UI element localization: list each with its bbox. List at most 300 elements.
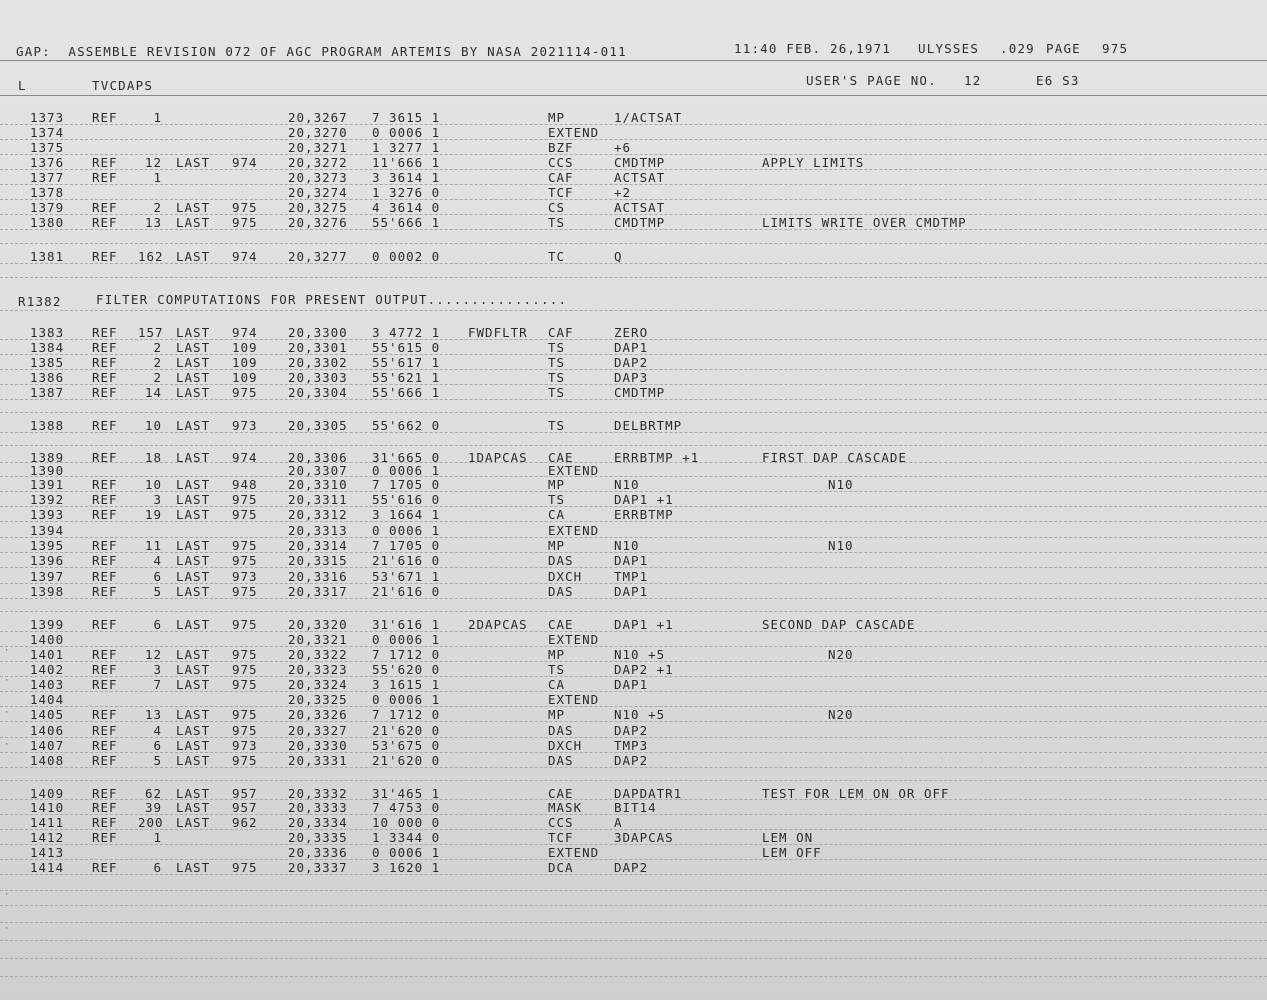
line-number: 1404 xyxy=(30,692,65,707)
opcode: TS xyxy=(548,370,566,385)
opcode: BZF xyxy=(548,140,574,155)
ref-count: 3 xyxy=(153,662,162,677)
last-page: 975 xyxy=(232,385,258,400)
last-page: 957 xyxy=(232,786,258,801)
listing-row xyxy=(0,677,1267,692)
octal-code: 0 0006 1 xyxy=(372,845,441,860)
operand: DAP3 xyxy=(614,370,649,385)
operand: DAP2 +1 xyxy=(614,662,674,677)
listing-row xyxy=(0,800,1267,815)
listing-row xyxy=(0,140,1267,155)
opcode: CAF xyxy=(548,170,574,185)
address: 20,3324 xyxy=(288,677,348,692)
form-rule xyxy=(0,445,1267,446)
ref-count: 12 xyxy=(144,155,162,170)
address: 20,3267 xyxy=(288,110,348,125)
octal-code: 0 0006 1 xyxy=(372,523,441,538)
listing-title: GAP: ASSEMBLE REVISION 072 OF AGC PROGRAM ARTEMIS BY NASA 2021114-011 xyxy=(16,44,627,59)
octal-code: 3 1620 1 xyxy=(372,860,441,875)
ref-count: 3 xyxy=(153,492,162,507)
last-keyword: LAST xyxy=(176,340,211,355)
comment: SECOND DAP CASCADE xyxy=(762,617,916,632)
operand: DELBRTMP xyxy=(614,418,683,433)
ref-keyword: REF xyxy=(92,325,118,340)
ref-count: 19 xyxy=(144,507,162,522)
last-keyword: LAST xyxy=(176,249,211,264)
last-page: 975 xyxy=(232,507,258,522)
listing-row xyxy=(0,125,1267,140)
opcode: DAS xyxy=(548,723,574,738)
octal-code: 0 0006 1 xyxy=(372,692,441,707)
ref-count: 6 xyxy=(153,860,162,875)
last-keyword: LAST xyxy=(176,155,211,170)
address: 20,3300 xyxy=(288,325,348,340)
opcode: MP xyxy=(548,538,566,553)
listing-row xyxy=(0,385,1267,400)
operand: N10 xyxy=(614,538,640,553)
octal-code: 3 3614 1 xyxy=(372,170,441,185)
address: 20,3320 xyxy=(288,617,348,632)
opcode: TS xyxy=(548,418,566,433)
address: 20,3276 xyxy=(288,215,348,230)
last-keyword: LAST xyxy=(176,507,211,522)
address: 20,3337 xyxy=(288,860,348,875)
address: 20,3336 xyxy=(288,845,348,860)
last-page: 962 xyxy=(232,815,258,830)
ref-keyword: REF xyxy=(92,492,118,507)
last-keyword: LAST xyxy=(176,492,211,507)
address: 20,3272 xyxy=(288,155,348,170)
opcode: TCF xyxy=(548,830,574,845)
ref-keyword: REF xyxy=(92,170,118,185)
address: 20,3313 xyxy=(288,523,348,538)
opcode: DAS xyxy=(548,753,574,768)
operand: BIT14 xyxy=(614,800,657,815)
listing-row xyxy=(0,463,1267,478)
ref-count: 11 xyxy=(144,538,162,553)
last-page: 109 xyxy=(232,340,258,355)
operand: TMP1 xyxy=(614,569,649,584)
ref-keyword: REF xyxy=(92,815,118,830)
octal-code: 53'671 1 xyxy=(372,569,441,584)
last-keyword: LAST xyxy=(176,418,211,433)
listing-row xyxy=(0,538,1267,553)
last-keyword: LAST xyxy=(176,553,211,568)
line-number: 1409 xyxy=(30,786,65,801)
margin-mark: · xyxy=(4,924,10,934)
ref-keyword: REF xyxy=(92,569,118,584)
address: 20,3312 xyxy=(288,507,348,522)
listing-row xyxy=(0,845,1267,860)
listing-row xyxy=(0,492,1267,507)
last-keyword: LAST xyxy=(176,215,211,230)
listing-row xyxy=(0,553,1267,568)
address: 20,3331 xyxy=(288,753,348,768)
octal-code: 0 0002 0 xyxy=(372,249,441,264)
listing-row xyxy=(0,170,1267,185)
operand: DAP1 xyxy=(614,553,649,568)
ref-count: 39 xyxy=(144,800,162,815)
octal-code: 7 1712 0 xyxy=(372,707,441,722)
ref-count: 62 xyxy=(144,786,162,801)
octal-code: 21'620 0 xyxy=(372,723,441,738)
line-number: 1396 xyxy=(30,553,65,568)
listing-row xyxy=(0,723,1267,738)
address: 20,3275 xyxy=(288,200,348,215)
opcode: CAF xyxy=(548,325,574,340)
listing-row xyxy=(0,738,1267,753)
remark-text: FILTER COMPUTATIONS FOR PRESENT OUTPUT................ xyxy=(96,292,568,307)
last-page: 973 xyxy=(232,569,258,584)
operand: A xyxy=(614,815,623,830)
address: 20,3273 xyxy=(288,170,348,185)
last-page: 975 xyxy=(232,215,258,230)
opcode: EXTEND xyxy=(548,463,600,478)
ref-count: 6 xyxy=(153,738,162,753)
last-keyword: LAST xyxy=(176,786,211,801)
opcode: TC xyxy=(548,249,566,264)
ref-keyword: REF xyxy=(92,753,118,768)
last-keyword: LAST xyxy=(176,800,211,815)
ref-count: 10 xyxy=(144,477,162,492)
last-keyword: LAST xyxy=(176,860,211,875)
octal-code: 1 3277 1 xyxy=(372,140,441,155)
operand: 1/ACTSAT xyxy=(614,110,683,125)
line-number: 1387 xyxy=(30,385,65,400)
listing-row xyxy=(0,830,1267,845)
operand: DAP2 xyxy=(614,860,649,875)
last-page: 109 xyxy=(232,355,258,370)
opcode: MP xyxy=(548,707,566,722)
ref-keyword: REF xyxy=(92,677,118,692)
listing-row xyxy=(0,584,1267,599)
note: N20 xyxy=(828,647,854,662)
octal-code: 55'662 0 xyxy=(372,418,441,433)
address: 20,3305 xyxy=(288,418,348,433)
opcode: CA xyxy=(548,507,566,522)
source-name: ULYSSES xyxy=(918,41,980,56)
operand: 3DAPCAS xyxy=(614,830,674,845)
operand: DAP1 xyxy=(614,677,649,692)
listing-row xyxy=(0,418,1267,433)
note: N20 xyxy=(828,707,854,722)
opcode: CCS xyxy=(548,155,574,170)
operand: +6 xyxy=(614,140,632,155)
comment: LEM ON xyxy=(762,830,814,845)
line-number: 1402 xyxy=(30,662,65,677)
line-number: 1380 xyxy=(30,215,65,230)
last-keyword: LAST xyxy=(176,200,211,215)
octal-code: 55'615 0 xyxy=(372,340,441,355)
comment: LIMITS WRITE OVER CMDTMP xyxy=(762,215,967,230)
listing-row xyxy=(0,215,1267,230)
ref-count: 14 xyxy=(144,385,162,400)
address: 20,3274 xyxy=(288,185,348,200)
line-number: 1379 xyxy=(30,200,65,215)
opcode: TS xyxy=(548,215,566,230)
ref-keyword: REF xyxy=(92,450,118,465)
ref-count: 5 xyxy=(153,584,162,599)
subheader-rule xyxy=(0,95,1267,96)
opcode: DXCH xyxy=(548,569,583,584)
last-keyword: LAST xyxy=(176,450,211,465)
ref-keyword: REF xyxy=(92,786,118,801)
line-number: 1407 xyxy=(30,738,65,753)
address: 20,3301 xyxy=(288,340,348,355)
line-number: 1393 xyxy=(30,507,65,522)
ref-count: 6 xyxy=(153,617,162,632)
octal-code: 55'666 1 xyxy=(372,385,441,400)
octal-code: 4 3614 0 xyxy=(372,200,441,215)
address: 20,3271 xyxy=(288,140,348,155)
address: 20,3317 xyxy=(288,584,348,599)
ref-count: 1 xyxy=(153,830,162,845)
last-keyword: LAST xyxy=(176,584,211,599)
octal-code: 1 3344 0 xyxy=(372,830,441,845)
line-number: 1392 xyxy=(30,492,65,507)
octal-code: 53'675 0 xyxy=(372,738,441,753)
listing-row xyxy=(0,786,1267,801)
ref-count: 162 xyxy=(138,249,164,264)
operand: Q xyxy=(614,249,623,264)
line-number: 1414 xyxy=(30,860,65,875)
octal-code: 55'620 0 xyxy=(372,662,441,677)
opcode: TS xyxy=(548,340,566,355)
margin-mark: · xyxy=(4,646,10,656)
last-keyword: LAST xyxy=(176,538,211,553)
last-page: 975 xyxy=(232,662,258,677)
listing-row xyxy=(0,632,1267,647)
opcode: EXTEND xyxy=(548,845,600,860)
ref-keyword: REF xyxy=(92,538,118,553)
ref-count: 7 xyxy=(153,677,162,692)
line-number: 1401 xyxy=(30,647,65,662)
opcode: DXCH xyxy=(548,738,583,753)
address: 20,3315 xyxy=(288,553,348,568)
form-rule xyxy=(0,890,1267,891)
line-number: 1412 xyxy=(30,830,65,845)
opcode: TS xyxy=(548,355,566,370)
ref-keyword: REF xyxy=(92,385,118,400)
ref-keyword: REF xyxy=(92,200,118,215)
comment: APPLY LIMITS xyxy=(762,155,865,170)
ref-count: 2 xyxy=(153,340,162,355)
line-number: 1398 xyxy=(30,584,65,599)
ref-keyword: REF xyxy=(92,477,118,492)
form-rule xyxy=(0,922,1267,923)
address: 20,3314 xyxy=(288,538,348,553)
ref-count: 6 xyxy=(153,569,162,584)
last-keyword: LAST xyxy=(176,753,211,768)
last-page: 975 xyxy=(232,538,258,553)
form-rule xyxy=(0,940,1267,941)
ref-keyword: REF xyxy=(92,617,118,632)
operand: CMDTMP xyxy=(614,155,666,170)
form-rule xyxy=(0,905,1267,906)
note: N10 xyxy=(828,538,854,553)
ref-keyword: REF xyxy=(92,584,118,599)
octal-code: 55'616 0 xyxy=(372,492,441,507)
ref-keyword: REF xyxy=(92,738,118,753)
line-number: 1391 xyxy=(30,477,65,492)
opcode: CCS xyxy=(548,815,574,830)
listing-row xyxy=(0,647,1267,662)
margin-mark: · xyxy=(4,890,10,900)
listing-row xyxy=(0,249,1267,264)
listing-row xyxy=(0,692,1267,707)
octal-code: 21'616 0 xyxy=(372,584,441,599)
octal-code: 21'620 0 xyxy=(372,753,441,768)
listing-row xyxy=(0,155,1267,170)
line-number: 1413 xyxy=(30,845,65,860)
ref-count: 4 xyxy=(153,553,162,568)
octal-code: 0 0006 1 xyxy=(372,125,441,140)
last-keyword: LAST xyxy=(176,385,211,400)
users-page-number: 12 xyxy=(964,73,982,88)
octal-code: 7 1712 0 xyxy=(372,647,441,662)
listing-row xyxy=(0,200,1267,215)
line-number: 1411 xyxy=(30,815,65,830)
opcode: EXTEND xyxy=(548,125,600,140)
ref-keyword: REF xyxy=(92,830,118,845)
operand: ZERO xyxy=(614,325,649,340)
ref-count: 1 xyxy=(153,170,162,185)
ref-keyword: REF xyxy=(92,370,118,385)
listing-row xyxy=(0,370,1267,385)
symbol-label: 1DAPCAS xyxy=(468,450,528,465)
last-page: 974 xyxy=(232,325,258,340)
listing-row xyxy=(0,507,1267,522)
source-number: .029 xyxy=(1000,41,1035,56)
octal-code: 10 000 0 xyxy=(372,815,441,830)
address: 20,3325 xyxy=(288,692,348,707)
address: 20,3323 xyxy=(288,662,348,677)
operand: ACTSAT xyxy=(614,200,666,215)
ref-keyword: REF xyxy=(92,249,118,264)
line-number: 1388 xyxy=(30,418,65,433)
ref-keyword: REF xyxy=(92,662,118,677)
operand: DAPDATR1 xyxy=(614,786,683,801)
line-number: 1406 xyxy=(30,723,65,738)
line-number: 1390 xyxy=(30,463,65,478)
ref-count: 2 xyxy=(153,370,162,385)
octal-code: 0 0006 1 xyxy=(372,632,441,647)
opcode: CAE xyxy=(548,450,574,465)
listing-row xyxy=(0,355,1267,370)
margin-mark: · xyxy=(4,676,10,686)
last-page: 975 xyxy=(232,617,258,632)
address: 20,3277 xyxy=(288,249,348,264)
operand: N10 xyxy=(614,477,640,492)
line-number: 1403 xyxy=(30,677,65,692)
last-page: 974 xyxy=(232,249,258,264)
page-label: PAGE xyxy=(1046,41,1081,56)
code-reference: E6 S3 xyxy=(1036,73,1080,88)
last-keyword: LAST xyxy=(176,677,211,692)
form-rule xyxy=(0,611,1267,612)
address: 20,3321 xyxy=(288,632,348,647)
ref-keyword: REF xyxy=(92,723,118,738)
opcode: TCF xyxy=(548,185,574,200)
operand: TMP3 xyxy=(614,738,649,753)
octal-code: 55'666 1 xyxy=(372,215,441,230)
opcode: TS xyxy=(548,492,566,507)
octal-code: 3 1615 1 xyxy=(372,677,441,692)
opcode: CA xyxy=(548,677,566,692)
line-number: 1378 xyxy=(30,185,65,200)
opcode: MP xyxy=(548,647,566,662)
opcode: EXTEND xyxy=(548,523,600,538)
last-page: 975 xyxy=(232,647,258,662)
opcode: CAE xyxy=(548,617,574,632)
operand: N10 +5 xyxy=(614,647,666,662)
ref-keyword: REF xyxy=(92,215,118,230)
form-rule xyxy=(0,277,1267,278)
opcode: DAS xyxy=(548,553,574,568)
margin-mark: · xyxy=(4,740,10,750)
ref-keyword: REF xyxy=(92,110,118,125)
operand: CMDTMP xyxy=(614,215,666,230)
octal-code: 0 0006 1 xyxy=(372,463,441,478)
ref-count: 4 xyxy=(153,723,162,738)
last-keyword: LAST xyxy=(176,662,211,677)
symbol-label: 2DAPCAS xyxy=(468,617,528,632)
operand: DAP2 xyxy=(614,723,649,738)
octal-code: 7 3615 1 xyxy=(372,110,441,125)
operand: ERRBTMP +1 xyxy=(614,450,700,465)
octal-code: 55'617 1 xyxy=(372,355,441,370)
listing-row xyxy=(0,340,1267,355)
octal-code: 7 1705 0 xyxy=(372,477,441,492)
address: 20,3334 xyxy=(288,815,348,830)
opcode: EXTEND xyxy=(548,692,600,707)
ref-keyword: REF xyxy=(92,418,118,433)
margin-mark: · xyxy=(4,708,10,718)
octal-code: 11'666 1 xyxy=(372,155,441,170)
address: 20,3307 xyxy=(288,463,348,478)
line-number: 1385 xyxy=(30,355,65,370)
comment: TEST FOR LEM ON OR OFF xyxy=(762,786,950,801)
ref-count: 2 xyxy=(153,355,162,370)
last-page: 975 xyxy=(232,753,258,768)
last-keyword: LAST xyxy=(176,738,211,753)
address: 20,3332 xyxy=(288,786,348,801)
listing-row xyxy=(0,860,1267,875)
line-number: 1405 xyxy=(30,707,65,722)
address: 20,3310 xyxy=(288,477,348,492)
listing-row xyxy=(0,753,1267,768)
operand: ACTSAT xyxy=(614,170,666,185)
operand: DAP1 +1 xyxy=(614,617,674,632)
octal-code: 3 4772 1 xyxy=(372,325,441,340)
octal-code: 55'621 1 xyxy=(372,370,441,385)
operand: ERRBTMP xyxy=(614,507,674,522)
operand: +2 xyxy=(614,185,632,200)
ref-count: 157 xyxy=(138,325,164,340)
operand: DAP1 xyxy=(614,584,649,599)
ref-keyword: REF xyxy=(92,507,118,522)
last-keyword: LAST xyxy=(176,569,211,584)
form-rule xyxy=(0,310,1267,311)
opcode: CAE xyxy=(548,786,574,801)
line-number: 1375 xyxy=(30,140,65,155)
octal-code: 31'616 1 xyxy=(372,617,441,632)
opcode: EXTEND xyxy=(548,632,600,647)
address: 20,3302 xyxy=(288,355,348,370)
line-number: 1394 xyxy=(30,523,65,538)
symbol-label: FWDFLTR xyxy=(468,325,528,340)
last-keyword: LAST xyxy=(176,617,211,632)
